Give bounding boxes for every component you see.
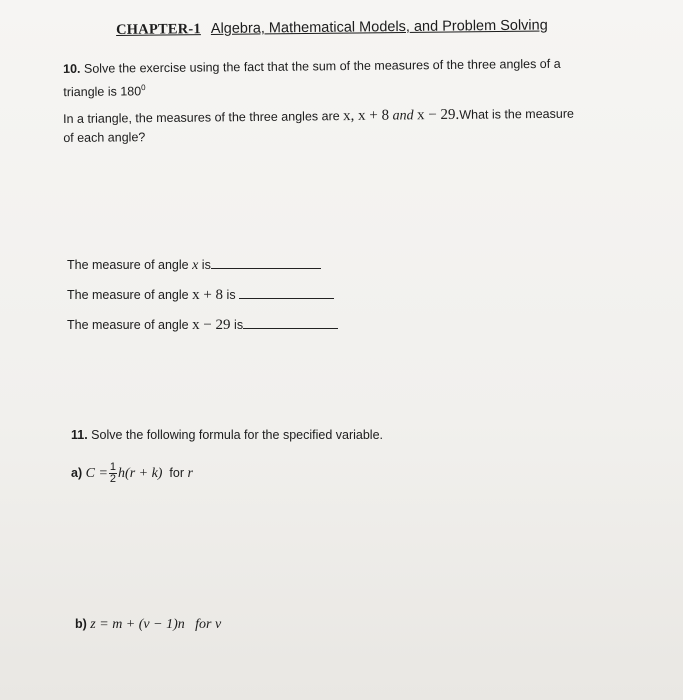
question-11a [71,458,193,489]
paragraph-start: In a triangle, the measures of the three angles are [63,109,340,126]
paragraph-line2: of each angle? [63,130,146,145]
paragraph-end: What is the measure [459,106,574,122]
part-a-rhs: h(r + k) [118,466,163,481]
part-b-for: for v [195,617,222,632]
expression-2: x − 29. [416,106,460,124]
answer-1-blank[interactable] [211,256,321,269]
answer-row-1 [67,256,321,275]
fraction-denominator: 2 [109,473,117,486]
part-a-var: r [187,466,193,481]
question-10 [63,55,561,102]
answer-1-prefix: The measure of angle [67,258,189,272]
degree-mark: 0 [141,83,146,93]
answer-1-suffix: is [201,258,211,272]
fraction-numerator: 1 [109,461,117,474]
question-10-line2: triangle is 180 [63,84,142,100]
chapter-label: CHAPTER-1 [116,21,201,38]
part-a-fraction [109,462,117,485]
part-a-label: a) [71,466,83,480]
answer-2-suffix: is [226,288,236,302]
part-a-for: for [169,466,185,480]
chapter-title: Algebra, Mathematical Models, and Problem Solving [210,17,548,38]
answer-3-math: x − 29 [192,317,231,333]
expression-1: x, x + 8 [343,107,390,125]
answer-1-math: x [192,258,199,273]
answer-3-suffix: is [234,318,244,332]
question-11-text: Solve the following formula for the specified variable. [91,428,383,442]
answer-row-2 [67,286,334,305]
question-11b [75,615,221,634]
part-a-lhs: C = [85,466,108,481]
answer-2-math: x + 8 [192,287,224,303]
question-11-number: 11. [71,428,88,442]
question-10-paragraph [63,105,574,148]
answer-3-blank[interactable] [243,316,338,329]
answer-2-prefix: The measure of angle [67,288,189,302]
question-11 [71,426,383,445]
answer-row-3 [67,316,338,335]
question-10-line1: Solve the exercise using the fact that the sum of the measures of the three angles of a [83,56,561,76]
answer-2-blank[interactable] [239,286,334,299]
answer-3-prefix: The measure of angle [67,318,189,332]
part-b-label: b) [75,617,87,631]
chapter-header [116,17,548,39]
question-10-number: 10. [63,61,81,76]
part-b-formula: z = m + (v − 1)n [90,617,185,632]
and-word: and [392,108,414,124]
